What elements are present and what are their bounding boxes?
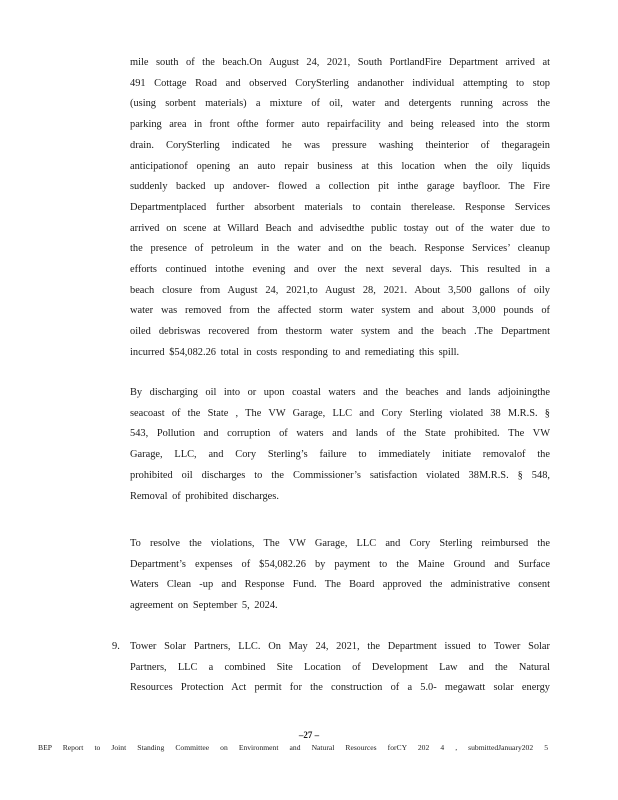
text-line: Removal of prohibited discharges. <box>130 490 279 502</box>
text-line: prohibited oil discharges to the Commissioner’s satisfaction violated 38M.R.S. § 548, <box>130 469 550 481</box>
paragraph-resolution <box>130 534 550 617</box>
text-line: (using sorbent materials) a mixture of oil, water and detergents running across the <box>130 98 550 110</box>
text-line: suddenly backed up andover- flowed a collection pit inthe garage bayfloor. The Fire <box>130 181 550 193</box>
text-line: mile south of the beach.On August 24, 2021, South PortlandFire Department arrived at <box>130 57 550 68</box>
page-footer: BEP Report to Joint Standing Committee on Environment and Natural Resources forCY 202 4 , submittedJanuary202 5 <box>38 743 548 752</box>
text-line: anticipationof opening an auto repair business at this location when the oily liquids <box>130 160 550 172</box>
text-line: arrived on scene at Willard Beach and advisedthe public tostay out of the water due to <box>130 222 550 234</box>
text-line: beach closure from August 24, 2021,to August 28, 2021. About 3,500 gallons of oily <box>130 284 550 296</box>
text-line: the presence of petroleum in the water and on the beach. Response Services’ cleanup <box>130 243 550 255</box>
text-line: 491 Cottage Road and observed CorySterling andanother individual attempting to stop <box>130 77 550 89</box>
text-line: To resolve the violations, The VW Garage, LLC and Cory Sterling reimbursed the <box>130 538 550 549</box>
text-line: efforts continued intothe evening and over the next several days. This resulted in a <box>130 264 550 276</box>
text-line: By discharging oil into or upon coastal waters and the beaches and lands adjoiningthe <box>130 387 550 398</box>
text-line: Garage, LLC, and Cory Sterling’s failure to immediately initiate removalof the <box>130 449 550 461</box>
text-line: Tower Solar Partners, LLC. On May 24, 2021, the Department issued to Tower Solar <box>130 641 550 652</box>
text-line: Waters Clean -up and Response Fund. The Board approved the administrative consent <box>130 579 550 591</box>
paragraph-violations <box>130 383 550 507</box>
text-line: Partners, LLC a combined Site Location of Development Law and the Natural <box>130 661 550 673</box>
text-line: oiled debriswas recovered from thestorm water system and the beach .The Department <box>130 326 550 338</box>
text-line: 543, Pollution and corruption of waters and lands of the State prohibited. The VW <box>130 428 550 440</box>
text-line: Resources Protection Act permit for the construction of a 5.0- megawatt solar energy <box>130 682 550 694</box>
text-line: incurred $54,082.26 total in costs responding to and remediating this spill. <box>130 346 460 358</box>
text-line: Department’s expenses of $54,082.26 by payment to the Maine Ground and Surface <box>130 558 550 570</box>
text-line: agreement on September 5, 2024. <box>130 600 278 612</box>
text-line: parking area in front ofthe former auto repairfacility and being released into the storm <box>130 119 550 131</box>
text-line: drain. CorySterling indicated he was pressure washing theinterior of thegaragein <box>130 139 550 151</box>
text-line: seacoast of the State , The VW Garage, LLC and Cory Sterling violated 38 M.R.S. § <box>130 407 550 419</box>
page-number: –27 – <box>298 730 320 740</box>
text-line: water was removed from the affected storm water system and about 3,000 pounds of <box>130 305 550 317</box>
text-line: Departmentplaced further absorbent materials to contain therelease. Response Services <box>130 201 550 213</box>
paragraph-willard-beach-spill <box>130 53 550 364</box>
paragraph-tower-solar <box>130 637 550 699</box>
list-item-number: 9. <box>112 641 120 652</box>
